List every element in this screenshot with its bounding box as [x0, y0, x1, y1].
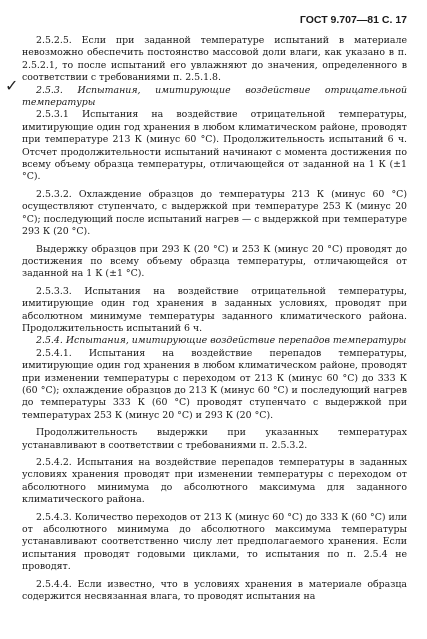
- paragraph-2-5-4-4: 2.5.4.4. Если известно, что в условиях хранения в материале образца содержится несвязанная влага, то проводят испытания на: [22, 578, 407, 603]
- paragraph-2-5-4-1: 2.5.4.1. Испытания на воздействие перепадов температуры, имитирующие один год хранения в любом климатическом районе, проводят при изменении температуры с переходом от 213 К (минус 60 °С) до 333 К (60 °С); охлаждение образцов до 213 К (минус 60 °С) и последующий нагрев до температуры 333 К (60 °С) проводят ступенчато с выдержкой при температурах 253 К (минус 20 °С) и 293 К (20 °С).: [22, 347, 407, 421]
- paragraph-2-5-4-3: 2.5.4.3. Количество переходов от 213 К (минус 60 °С) до 333 К (60 °С) или от абсолютного минимума до абсолютного максимума температуры устанавливают соответственно числу лет предполагаемого хранения. Если испытания проводят годовыми циклами, то испытания по п. 2.5.4 не проводят.: [22, 511, 407, 573]
- paragraph-2-5-2-5: 2.5.2.5. Если при заданной температуре испытаний в материале невозможно обеспечить постоянство массовой доли влаги, как указано в п. 2.5.2.1, то после испытаний его увлажняют до значения, определенного в соответствии с требованиями п. 2.5.1.8.: [22, 35, 407, 84]
- paragraph-2-5-3-2: 2.5.3.2. Охлаждение образцов до температуры 213 К (минус 60 °С) осуществляют ступенчато, с выдержкой при температуре 253 К (минус 20 °С); последующий после испытаний нагрев — с выдержкой при температуре 293 К (20 °С).: [22, 188, 407, 238]
- paragraph-2-5-4-2: 2.5.4.2. Испытания на воздействие перепадов температуры в заданных условиях хранения проводят при изменении температуры с переходом от абсолютного минимума до абсолютного максимума для заданного климатического района.: [22, 457, 407, 506]
- margin-check-mark: ✓: [5, 76, 19, 95]
- paragraph-2-5-3-1: 2.5.3.1 Испытания на воздействие отрицательной температуры, имитирующие один год хранения в любом климатическом районе, проводят при температуре 213 К (минус 60 °С). Продолжительность испытаний 6 ч. Отсчет продолжительности испытаний начинают с момента достижения по всему объему образца температуры, отличающейся от заданной на 1 К (±1 °С).: [22, 109, 407, 183]
- paragraph-2-5-3-3: 2.5.3.3. Испытания на воздействие отрицательной температуры, имитирующие один год хранения в заданных условиях, проводят при абсолютном минимуме температуры заданного климатического района. Продолжительность испытаний 6 ч.: [22, 285, 407, 334]
- paragraph-holding-duration: Продолжительность выдержки при указанных температурах устанавливают в соответствии с требованиями п. 2.5.3.2.: [22, 427, 407, 451]
- page-header: ГОСТ 9.707—81 С. 17: [299, 14, 407, 26]
- section-heading-2-5-4: 2.5.4. Испытания, имитирующие воздействие перепадов температуры: [36, 335, 407, 347]
- paragraph-holding: Выдержку образцов при 293 К (20 °С) и 253 К (минус 20 °С) проводят до достижения по всему объему образца температуры, отличающейся от заданной на 1 К (±1 °С).: [22, 243, 407, 280]
- section-heading-2-5-3: 2.5.3. Испытания, имитирующие воздействие отрицательной температуры: [22, 84, 407, 109]
